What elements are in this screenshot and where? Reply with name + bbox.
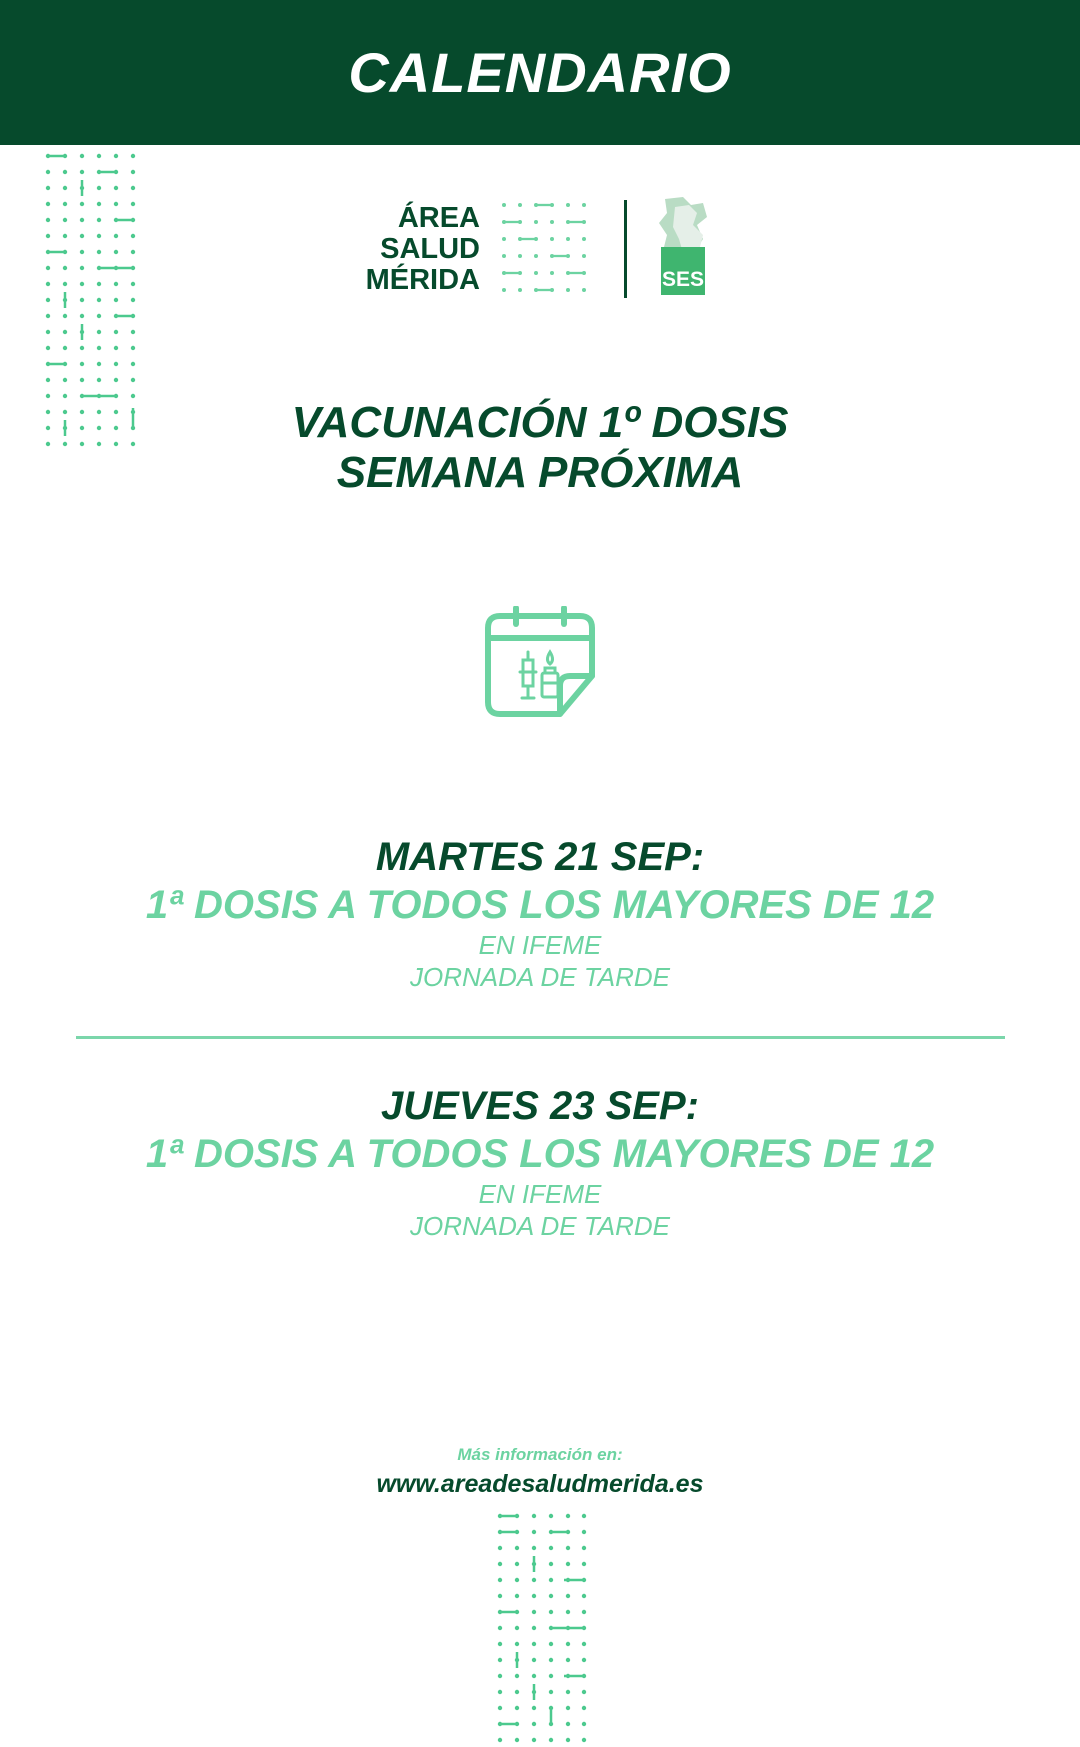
entry-shift: JORNADA DE TARDE — [409, 962, 671, 992]
entry-place: EN IFEME — [478, 930, 602, 960]
title-line-1: VACUNACIÓN 1º DOSIS — [291, 398, 789, 447]
more-info — [0, 1443, 1080, 1501]
website-link[interactable]: www.areadesaludmerida.es — [376, 1470, 704, 1498]
logo-line-2: SALUD — [380, 233, 480, 265]
campaign-title — [0, 398, 1080, 498]
entry-place: EN IFEME — [478, 1179, 602, 1209]
more-info-label: Más información en: — [457, 1445, 623, 1464]
calendar-vaccine-icon — [484, 606, 596, 722]
logo-line-1: ÁREA — [397, 202, 480, 234]
schedule-entry-2 — [0, 1082, 1080, 1242]
section-divider — [76, 1036, 1005, 1039]
entry-shift: JORNADA DE TARDE — [409, 1211, 671, 1241]
ses-badge-text: SES — [661, 268, 705, 291]
header-bar — [0, 0, 1080, 145]
schedule-entry-1 — [0, 833, 1080, 993]
entry-day: JUEVES 23 SEP: — [381, 1084, 699, 1128]
ses-logo — [645, 195, 725, 302]
area-salud-merida-logo — [360, 195, 720, 305]
logo-divider — [624, 200, 627, 298]
entry-day: MARTES 21 SEP: — [375, 835, 705, 879]
logo-line-3: MÉRIDA — [365, 264, 480, 296]
logo-dot-pattern — [500, 201, 600, 293]
entry-description: 1ª DOSIS A TODOS LOS MAYORES DE 12 — [145, 1132, 935, 1176]
title-line-2: SEMANA PRÓXIMA — [336, 448, 744, 497]
entry-description: 1ª DOSIS A TODOS LOS MAYORES DE 12 — [145, 883, 935, 927]
dot-pattern-bottom — [496, 1511, 588, 1747]
page-title: CALENDARIO — [348, 41, 732, 104]
